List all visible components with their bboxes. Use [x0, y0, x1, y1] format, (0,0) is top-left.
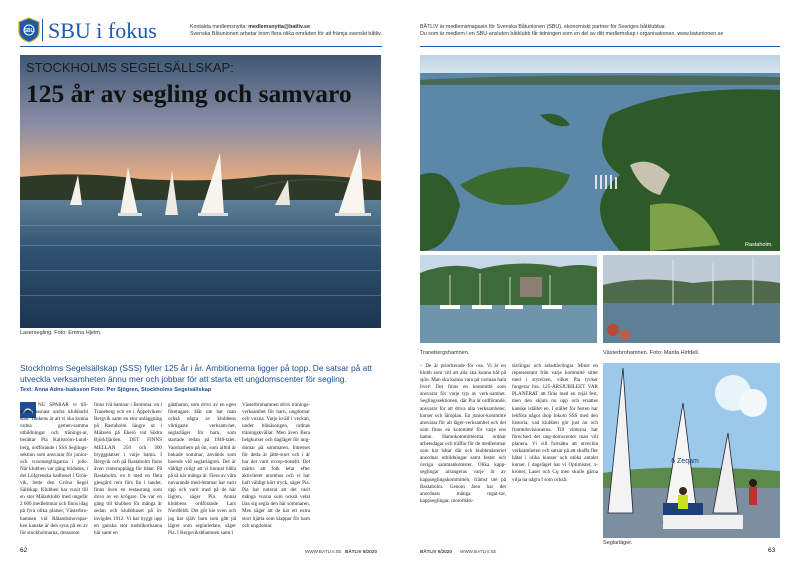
column-5-text: – De är prioriterade för oss. Vi är en klubb som vill att alla ska kunna hål på sjön. Man ska kunna vara på varinan bala livet! Det finns en kommitté som ansvarar för varje typ av verk-samhet. Seglingssektionen, där Pia är ordförande, ansvarar för att driva alla verksamheter, kurser och läroplan. En junior-kommitté ansvarar för all läger-verksamhet och det som finns en kommitté för varje ens hamn. Hamnkommittéerna ordnar arbetsdagar och träffar för de medlemmar som har båtar där och klubbmästeriet anordnar utbildningar samt fester och övriga sammankomster. Olika kapp-seglingar arrangeras varje år av kappseglingskommittén, främst ute på Rastaholm. Genom åren har det anordnats många regat-tor, kappseglingar, motorbåts-	[420, 363, 506, 504]
column-6-text: tävlingar och seladtävlingar. Minst en representant från varje kommitté sitter med i styrelsen, vilket Pia tycker fungerar bra. 125-ÅRSJUBILEET VAR PLANERAT att firas med en rejäl fest, men den skjuts nu upp och ersattes kanske istället en. I stället för festen har lekföra något ihop lokom SSS med den historia, vad klubben gör just nu och framtidsvisionerna. Till vinterna har föreclsed det ung-domscenter man vill planera. Vi vill fortsätta att utveckla verksamheten och satsar på att skaffa fler båtar i olika klasser och utöka antalet kurser. I dagsläget har vi Optimister, x-kroner, Laser och Cq men skulle gärna vilja ha några f som också.	[512, 363, 598, 483]
column-5	[420, 363, 506, 541]
left-page-number: 62	[20, 547, 28, 554]
column-4b	[316, 402, 382, 542]
traneberg-photo	[420, 255, 597, 343]
header-rule-left	[20, 46, 382, 47]
column-3	[168, 402, 236, 542]
header-right-line-2: Du som är medlem i en SBU-ansluten båtklubb får tidningen som en del av ditt medlemskap i organisationen. www.batunionen.se	[420, 31, 724, 37]
column-4-text: Västerbrohamnen drivs tränings-verksamhet för barn, ungdomar och vuxna. Varje kväll i veckan, under blåsäsongen, ordnas träningskvällar. Men även Bera helgkurser och dagläger för ung-domar på sommaren. Intresset för detta är jätte-stort och i år har det varit excep-tionellt. Det märks att folk letar efter aktiviteter utomhus och vi har haft väldigt kört tryck, säger Pia. Pia har noterat att det varit många vuxna som också velat lära sig segla den här sommaren. Men säger att de har ett extra stort hjärta som klappar för barn och ungdomar.	[242, 402, 310, 529]
column-3-text: gästhamn, som drivs av en egen företagare. Här ute har man också några av klubbens viktigaste verksam-het, seglarläger för barn, som startade redan på 1940-talet. Vandrarhem på ön, som alltid är bokade sommar, används som boende vid seglarlägren. Det är väldigt roligt att vi kunnat hålla på så här många år. Flera av våra nuvarande med-lemmar har varit upp och varit med på de här lägren, säger Pia. Annat klubbens ordförande Lars Nordfeldt. Det gör kie sven och jag har själv barn som gått på lägret som seglarledare, säger Pia. I Bergsviksbhamnen samt i	[168, 402, 236, 536]
header-separator	[42, 19, 43, 41]
header-left-line-2: Svenska Båtunionen arbetar inom flera olika områden för att främja svenskt båtliv.	[190, 31, 382, 37]
vasterbro-caption: Västerbrohamnen. Foto: Marita Hirfdell.	[603, 350, 700, 356]
rastaholm-caption: Rastaholm.	[745, 242, 773, 248]
vasterbro-photo	[603, 255, 780, 343]
right-footer-issue: BÅTLIV 6/2020	[420, 549, 452, 554]
header-left-text	[190, 24, 382, 38]
traneberg-caption: Tranebergshamnen.	[420, 350, 470, 356]
section-title: SBU i fokus	[48, 18, 157, 43]
column-1	[20, 402, 88, 542]
column-1-text: NU SPARAR vi till-sammanssnast andra klubbarbi stan. Tankens är att vi ska kunna ordna gemen-samma utbildningar och tränings-ar, berättar Pia Kallström-Lund-berg, ordförande i SSS Seglings-sektion som ansvarar för junior- och vuxenseglingarna i jolle. När klubben var gång bildades, i del Löfgrenska badhuset i Grön-vik, hette den Gröna Segel Sällskap. Klubben har vuxit till en stor Mälarklubb med ungefär 2 600 medlemmar och finns idag på fyra olika platser, Västerbro-hamnen vid Rålambshovspar-ken kanske är den syns på en av för stockholmarna, dessutom	[20, 402, 88, 536]
right-page-number: 63	[768, 547, 776, 554]
header-email[interactable]: medlemsnytta@batliv.se	[248, 24, 310, 30]
header-right-line-1: BÅTLIV är medlemsmagasin för Svenska Båtunionen (SBU), ekonomiskt partner för Sveriges båtklubbar.	[420, 24, 667, 30]
sbu-logo	[18, 17, 40, 43]
column-4	[242, 402, 310, 542]
svg-text:SBU: SBU	[23, 28, 35, 34]
article-kicker: STOCKHOLMS SEGELSÄLLSKAP:	[26, 60, 234, 75]
right-footer-site[interactable]: WWW.BATLIV.SE	[460, 549, 497, 554]
rastaholm-photo	[420, 55, 780, 251]
seglarlager-caption: Seglarläger.	[603, 540, 633, 546]
header-contact-label: Kontakta medlemsnytta:	[190, 24, 249, 30]
column-2-text: finns två hamnar i Bromma: en i Traneberg och en i Äppelviken/ Bergvik samt en stor anläggning på Rastaholm längre ut i Mälaren på Ekerö vid Södra Björkfjärden. DET FINNS MELLAN 250 och 300 bryggplatser i varje hamn. I Bergvik och på Rastaholm finns även vinterupplägg för båtar. På Rastaholm, en 6 med en fleta glesgård rent förs fin i landet, finns även en restaurang som drivs av en krögare. De var en gång till klubben för många år sedan och klubbhuset på öv invigdes 1912. Vi har byggt upp en ganska stor mobilkorhanna här samt en	[94, 402, 162, 536]
column-2	[94, 402, 162, 542]
article-title: 125 år av segling och samvaro	[26, 79, 352, 108]
column-6	[512, 363, 598, 541]
seglarlager-photo	[603, 363, 780, 538]
article-byline: Text: Anna Adns-Isaksson Foto: Per Sjögren, Stockholms Segelsällskap	[20, 387, 212, 393]
left-footer-issue: BÅTLIV 6/2020	[345, 549, 377, 554]
header-right-text	[420, 24, 723, 38]
sail-number: 6 Zeqam	[671, 458, 699, 465]
header-rule-right	[420, 46, 780, 47]
left-footer-site[interactable]: WWW.BATLIV.SE	[305, 549, 342, 554]
main-photo-caption: Lasersegling. Foto: Emma Hjelm.	[20, 330, 102, 336]
article-ingress: Stockholms Segelsällskap (SSS) fyller 125 år i år. Ambitionerna ligger på topp. De satsar på att utveckla verksamheten ännu mer och jobbar för att starta ett ungdomscenter för segling.	[20, 363, 372, 384]
